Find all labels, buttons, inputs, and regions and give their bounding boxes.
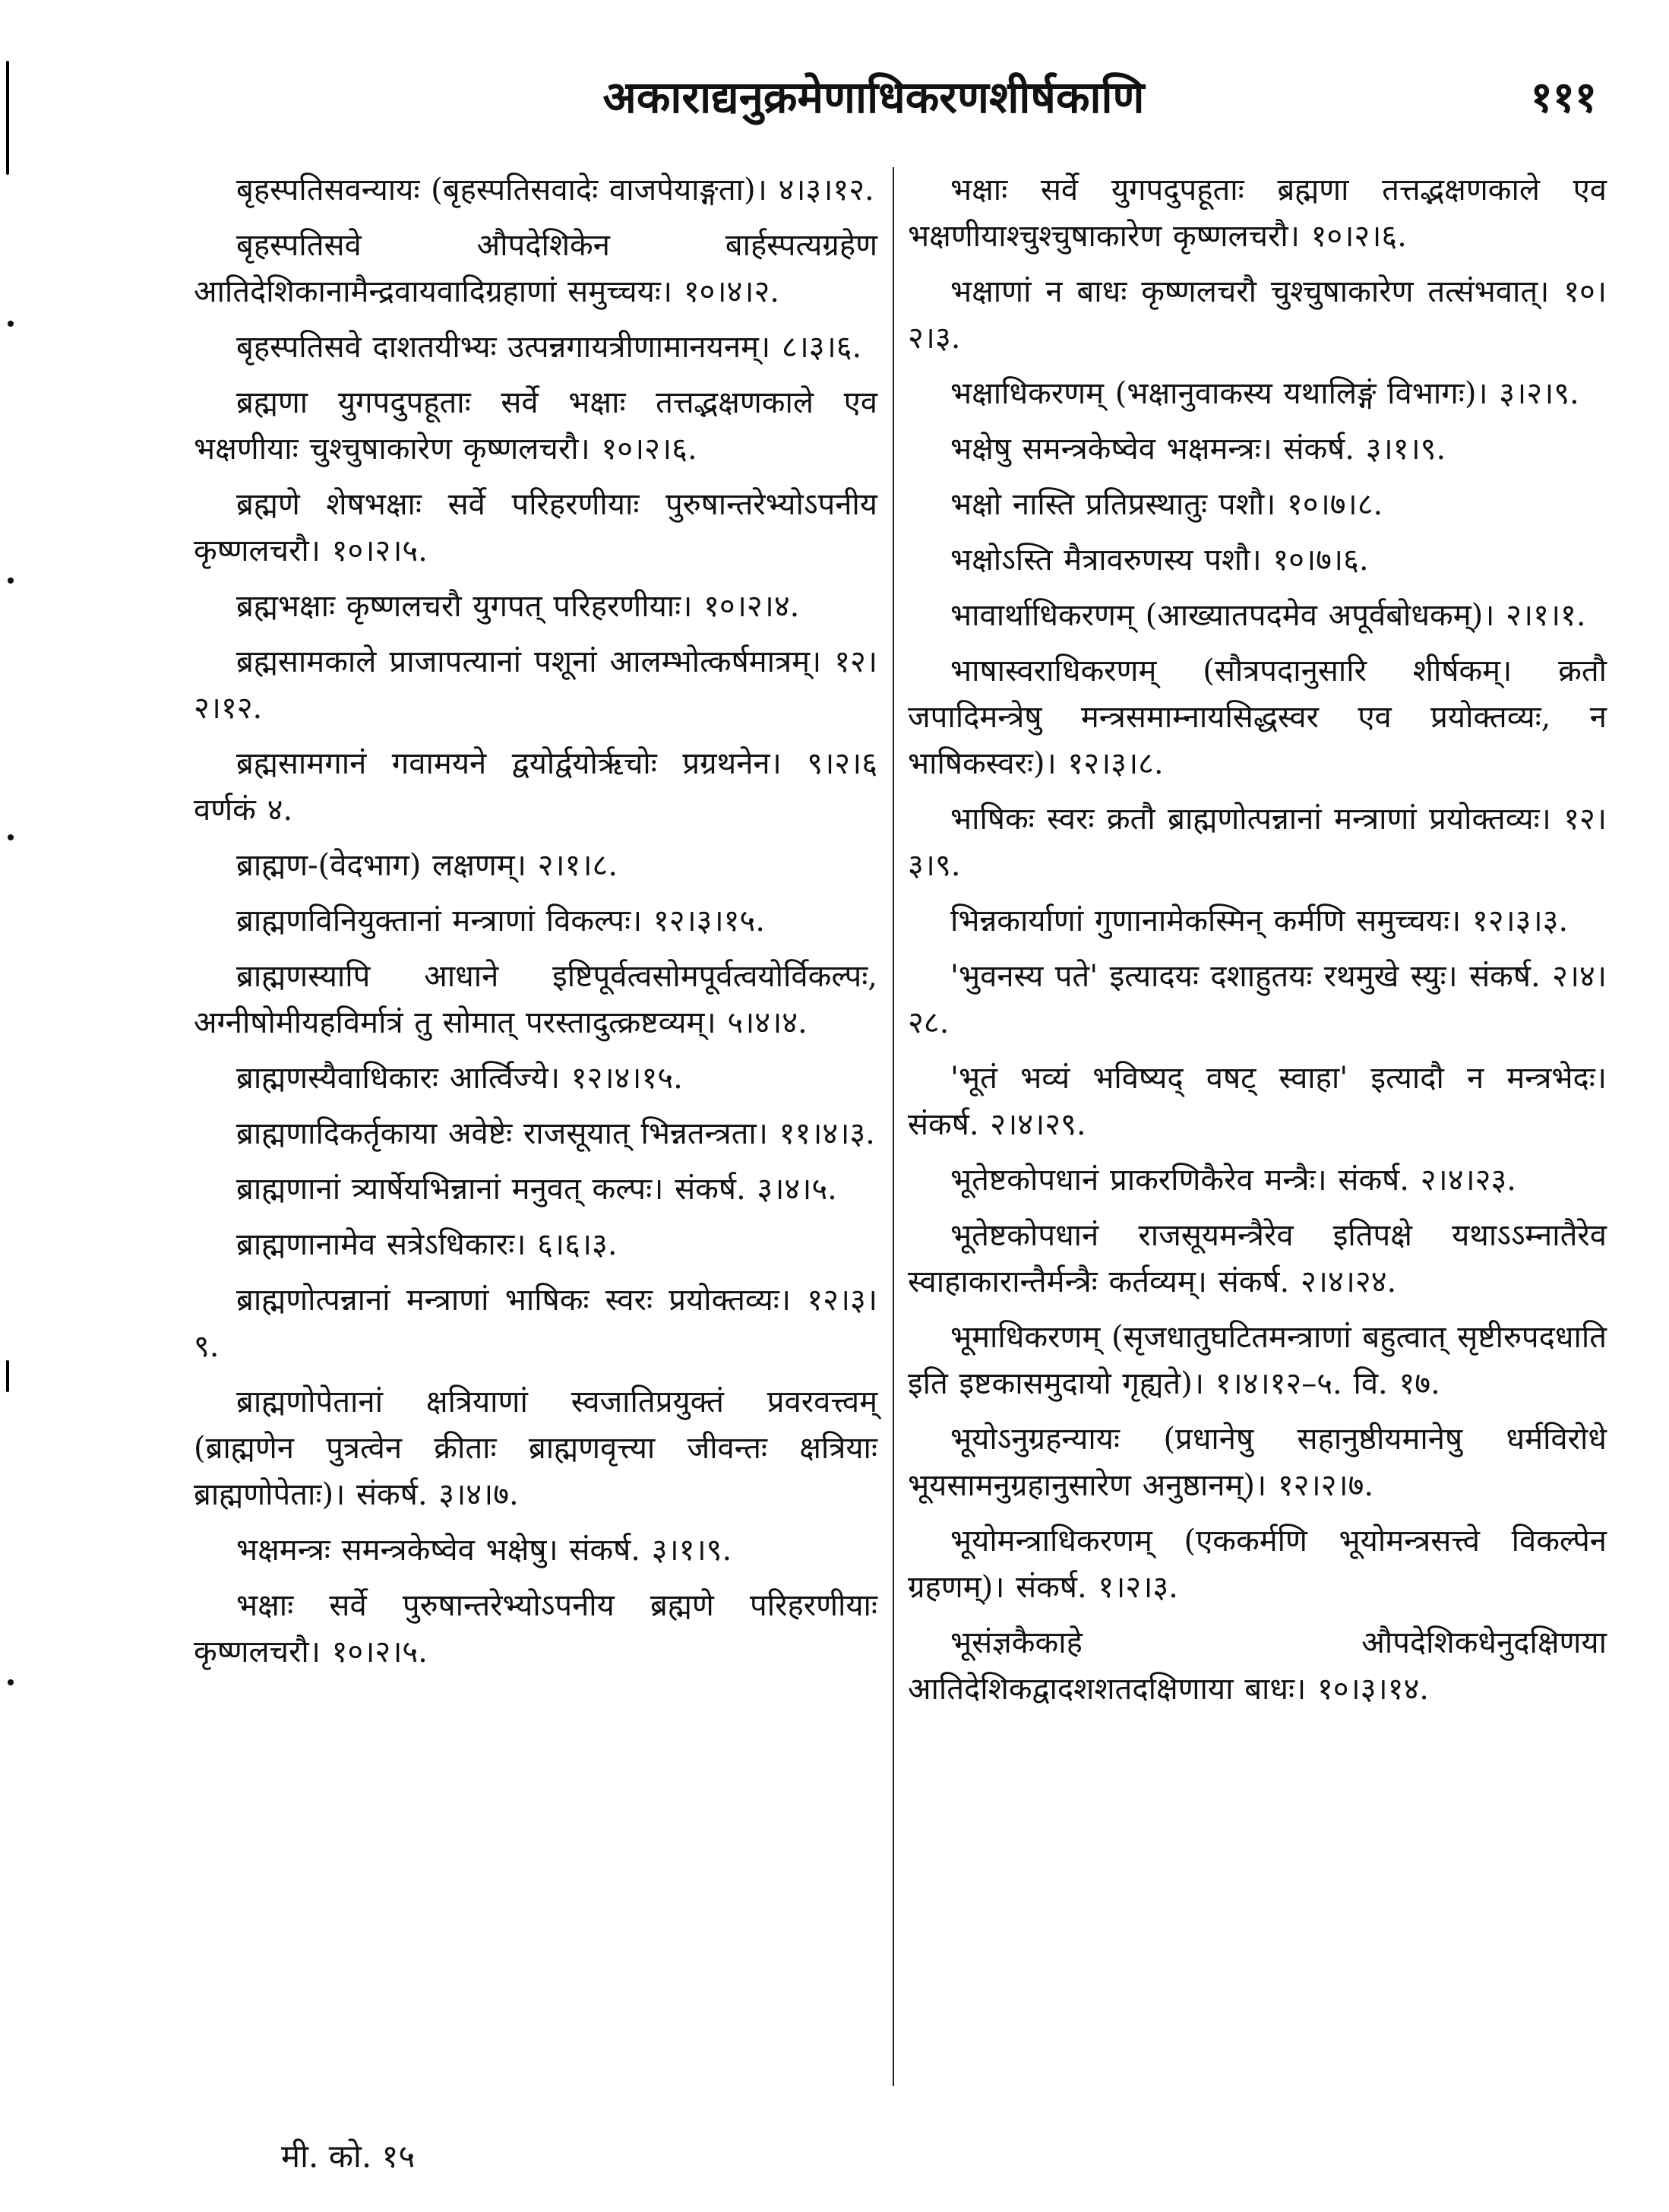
index-entry: भाषिकः स्वरः क्रतौ ब्राह्मणोत्पन्नानां मन्त्राणां प्रयोक्तव्यः। १२।३।९.: [908, 802, 1607, 883]
running-title: अकाराद्यनुक्रमेणाधिकरणशीर्षकाणि: [602, 71, 1145, 123]
left-margin-line-mark: [6, 1360, 9, 1392]
left-margin-scan-dot: [8, 578, 14, 584]
index-entry: बृहस्पतिसवे औपदेशिकेन बार्हस्पत्यग्रहेण आतिदेशिकानामैन्द्रवायवादिग्रहाणां समुच्चयः। १०।४।२.: [194, 228, 877, 309]
index-entry: भक्षाणां न बाधः कृष्णलचरौ चुश्चुषाकारेण तत्संभवात्। १०।२।३.: [908, 274, 1607, 356]
index-entry: भक्षो नास्ति प्रतिप्रस्थातुः पशौ। १०।७।८.: [950, 487, 1383, 522]
index-entry: बृहस्पतिसवन्यायः (बृहस्पतिसवादेः वाजपेयाङ्गता)। ४।३।१२.: [236, 172, 874, 207]
index-entry: ब्राह्मणानामेव सत्रेऽधिकारः। ६।६।३.: [236, 1227, 618, 1262]
index-entry: ब्राह्मणानां त्र्यार्षेयभिन्नानां मनुवत् कल्पः। संकर्ष. ३।४।५.: [236, 1172, 837, 1207]
index-entry: भक्षाः सर्वे युगपदुपहूताः ब्रह्मणा तत्तद्भक्षणकाले एव भक्षणीयाश्चुश्चुषाकारेण कृष्णलचरौ। १०।२।६.: [908, 172, 1607, 254]
index-entry: भूयोमन्त्राधिकरणम् (एककर्मणि भूयोमन्त्रसत्त्वे विकल्पेन ग्रहणम्)। संकर्ष. १।२।३.: [908, 1524, 1607, 1605]
index-entry: भूमाधिकरणम् (सृजधातुघटितमन्त्राणां बहुत्वात् सृष्टीरुपदधाति इति इष्टकासमुदायो गृह्यते)। १।४।१२–५. वि. १७.: [908, 1320, 1607, 1401]
index-entry: भाषास्वराधिकरणम् (सौत्रपदानुसारि शीर्षकम्। क्रतौ जपादिमन्त्रेषु मन्त्रसमाम्नायसिद्धस्वर एव प्रयोक्तव्यः, न भाषिकस्वरः)। १२।३।८.: [908, 653, 1607, 781]
index-entry: ब्रह्मसामकाले प्राजापत्यानां पशूनां आलम्भोत्कर्षमात्रम्। १२।२।१२.: [194, 644, 877, 726]
index-entry: भक्षेषु समन्त्रकेष्वेव भक्षमन्त्रः। संकर्ष. ३।१।९.: [950, 432, 1446, 467]
left-margin-scan-dot: [8, 834, 14, 840]
column-divider: [893, 167, 894, 2086]
index-entry: भावार्थाधिकरणम् (आख्यातपदमेव अपूर्वबोधकम्)। २।१।१.: [950, 598, 1586, 633]
index-entry: ब्रह्मसामगानं गवामयने द्वयोर्द्वयोर्ऋचोः प्रग्रथनेन। ९।२।६ वर्णकं ४.: [194, 746, 877, 828]
index-entry: 'भुवनस्य पते' इत्यादयः दशाहुतयः रथमुखे स्युः। संकर्ष. २।४।२८.: [908, 959, 1607, 1040]
left-margin-scan-dot: [8, 1679, 14, 1685]
index-entry: ब्रह्मणे शेषभक्षाः सर्वे परिहरणीयाः पुरुषान्तरेभ्योऽपनीय कृष्णलचरौ। १०।२।५.: [194, 487, 877, 568]
index-entry: ब्रह्मभक्षाः कृष्णलचरौ युगपत् परिहरणीयाः। १०।२।४.: [236, 589, 800, 624]
index-entry: ब्राह्मणविनियुक्तानां मन्त्राणां विकल्पः। १२।३।१५.: [236, 903, 765, 938]
index-entry: भूसंज्ञकैकाहे औपदेशिकधेनुदक्षिणया आतिदेशिकद्वादशशतदक्षिणाया बाधः। १०।३।१४.: [908, 1625, 1607, 1707]
index-entry: ब्राह्मणोत्पन्नानां मन्त्राणां भाषिकः स्वरः प्रयोक्तव्यः। १२।३।९.: [194, 1283, 877, 1364]
index-entry: भिन्नकार्याणां गुणानामेकस्मिन् कर्मणि समुच्चयः। १२।३।३.: [950, 903, 1569, 938]
index-entry: भूतेष्टकोपधानं प्राकरणिकैरेव मन्त्रैः। संकर्ष. २।४।२३.: [950, 1163, 1516, 1198]
index-entry: भक्षमन्त्रः समन्त्रकेष्वेव भक्षेषु। संकर्ष. ३।१।९.: [236, 1533, 732, 1568]
index-entry: भक्षाः सर्वे पुरुषान्तरेभ्योऽपनीय ब्रह्मणे परिहरणीयाः कृष्णलचरौ। १०।२।५.: [194, 1588, 877, 1669]
index-entry: ब्राह्मणोपेतानां क्षत्रियाणां स्वजातिप्रयुक्तं प्रवरवत्त्वम् (ब्राह्मणेन पुत्रत्वेन क्रीताः ब्राह्मणवृत्त्या जीवन्तः क्षत्रियाः ब्राह्मणोपेताः)। संकर्ष. ३।४।७.: [194, 1384, 877, 1512]
index-entry: ब्रह्मणा युगपदुपहूताः सर्वे भक्षाः तत्तद्भक्षणकाले एव भक्षणीयाः चुश्चुषाकारेण कृष्णलचरौ। १०।२।६.: [194, 385, 877, 467]
index-entry: बृहस्पतिसवे दाशतयीभ्यः उत्पन्नगायत्रीणामानयनम्। ८।३।६.: [236, 330, 862, 365]
left-margin-scan-dot: [8, 321, 14, 327]
index-entry: ब्राह्मणादिकर्तृकाया अवेष्टेः राजसूयात् भिन्नतन्त्रता। ११।४।३.: [236, 1116, 875, 1151]
index-entry: भक्षाधिकरणम् (भक्षानुवाकस्य यथालिङ्गं विभागः)। ३।२।९.: [950, 376, 1579, 411]
index-entry: भूयोऽनुग्रहन्यायः (प्रधानेषु सहानुष्ठीयमानेषु धर्मविरोधे भूयसामनुग्रहानुसारेण अनुष्ठानम्)। १२।२।७.: [908, 1422, 1607, 1503]
index-entry: ब्राह्मणस्यापि आधाने इष्टिपूर्वत्वसोमपूर्वत्वयोर्विकल्पः, अग्नीषोमीयहविर्मात्रं तु सोमात् परस्तादुत्क्रष्टव्यम्। ५।४।४.: [194, 959, 877, 1040]
index-entry: ब्राह्मण-(वेदभाग) लक्षणम्। २।१।८.: [236, 848, 618, 883]
index-entry: भक्षोऽस्ति मैत्रावरुणस्य पशौ। १०।७।६.: [950, 543, 1369, 578]
footer-signature: मी. को. १५: [281, 2138, 416, 2175]
index-entry: भूतेष्टकोपधानं राजसूयमन्त्रैरेव इतिपक्षे यथाऽऽम्नातैरेव स्वाहाकारान्तैर्मन्त्रैः कर्तव्यम्। संकर्ष. २।४।२४.: [908, 1218, 1607, 1299]
left-margin-bracket-mark: [6, 61, 9, 175]
index-entry: 'भूतं भव्यं भविष्यद् वषट् स्वाहा' इत्यादौ न मन्त्रभेदः। संकर्ष. २।४।२९.: [908, 1061, 1607, 1142]
page-number: १११: [1530, 72, 1597, 122]
index-entry: ब्राह्मणस्यैवाधिकारः आर्त्विज्ये। १२।४।१५.: [236, 1061, 683, 1096]
right-index-column: [908, 167, 1607, 1722]
left-index-column: [194, 167, 877, 1685]
